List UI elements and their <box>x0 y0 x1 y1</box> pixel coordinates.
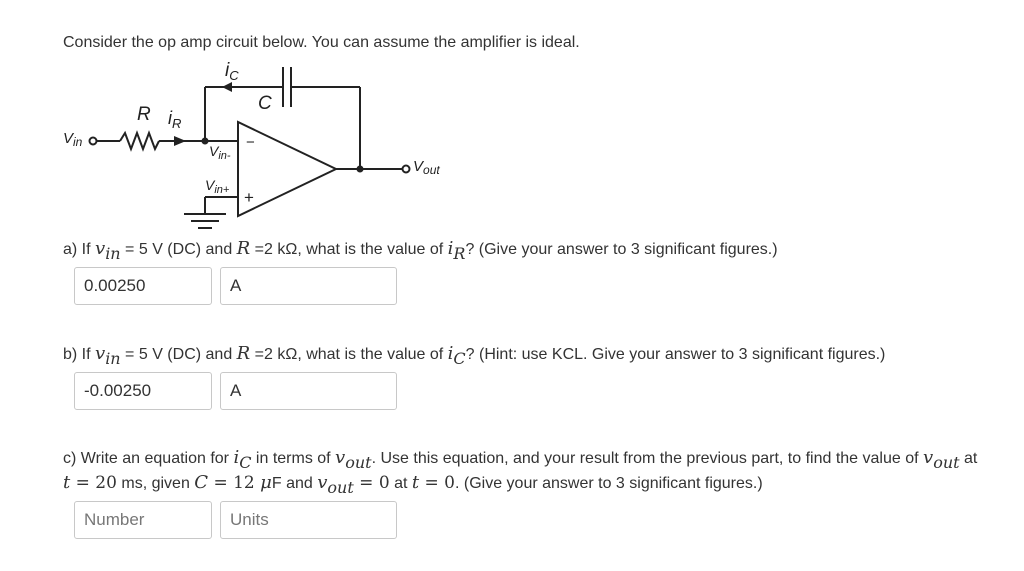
problem-intro: Consider the op amp circuit below. You can assume the amplifier is ideal. <box>63 34 580 51</box>
answer-c-input[interactable] <box>74 501 212 539</box>
vin-sub: in <box>73 135 83 149</box>
ic-arrow-icon <box>222 82 232 92</box>
plus-sign: + <box>244 188 254 207</box>
vin-terminal <box>90 138 97 145</box>
vin-label: V <box>63 130 74 147</box>
units-b-input[interactable] <box>220 372 397 410</box>
question-c-line1: c) Write an equation for iC in terms of vout. Use this equation, and your result from the previous part, to find the value of vout at <box>63 447 978 472</box>
output-node <box>357 166 364 173</box>
resistor-r <box>120 133 159 149</box>
vout-terminal <box>403 166 410 173</box>
vin-plus-sub: in+ <box>214 184 230 196</box>
units-a-input[interactable] <box>220 267 397 305</box>
question-c-line2: t = 20 ms, given C = 12 μF and vout = 0 at t = 0. (Give your answer to 3 significant figures.) <box>63 472 763 497</box>
answer-a-input[interactable] <box>74 267 212 305</box>
ir-label: i <box>168 108 172 128</box>
svg-text:Vin <box>63 130 83 149</box>
inverting-node <box>202 138 209 145</box>
ir-sub: R <box>172 116 182 131</box>
op-amp-circuit-diagram <box>0 0 520 240</box>
minus-sign: − <box>246 134 255 151</box>
svg-text:iR <box>168 108 181 131</box>
ic-sub: C <box>229 68 239 83</box>
vout-sub: out <box>423 163 440 177</box>
vin-minus-sub: in- <box>218 150 231 162</box>
question-b: b) If vin = 5 V (DC) and R =2 kΩ, what is the value of iC? (Hint: use KCL. Give your answer to 3 significant figures.) <box>63 343 886 368</box>
ir-arrow-icon <box>174 136 186 146</box>
answer-b-input[interactable] <box>74 372 212 410</box>
svg-text:Vout <box>413 158 440 177</box>
vin-plus-label: V <box>205 177 215 193</box>
svg-text:Vin+ <box>205 177 230 196</box>
units-c-input[interactable] <box>220 501 397 539</box>
question-a: a) If vin = 5 V (DC) and R =2 kΩ, what is the value of iR? (Give your answer to 3 significant figures.) <box>63 238 778 263</box>
r-label: R <box>137 104 151 125</box>
c-label: C <box>258 93 272 114</box>
ic-label: i <box>225 60 230 81</box>
vout-label: V <box>413 158 424 175</box>
svg-text:Vin- <box>209 143 231 162</box>
svg-text:iC <box>225 60 239 83</box>
vin-minus-label: V <box>209 143 219 159</box>
